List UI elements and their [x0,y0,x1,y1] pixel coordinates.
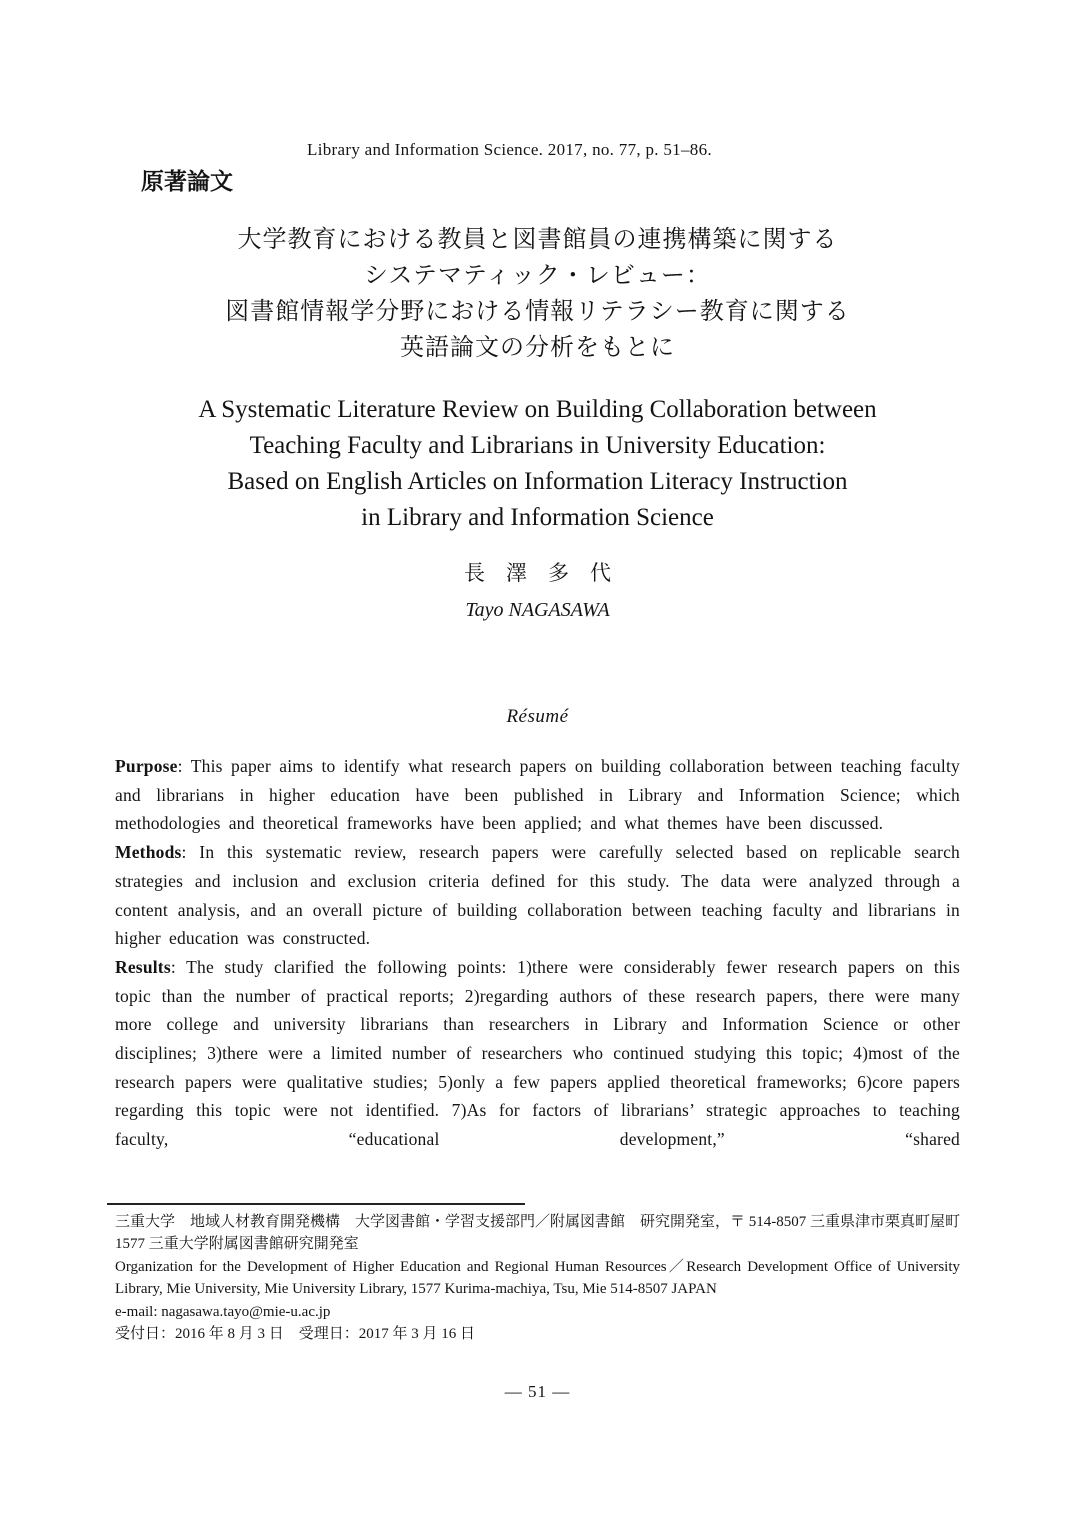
received-accepted-dates: 受付日：2016 年 8 月 3 日 受理日：2017 年 3 月 16 日 [115,1326,476,1343]
abstract-paragraph-purpose [115,752,960,838]
page-number: — 51 — [504,1382,571,1401]
purpose-text: : This paper aims to identify what research papers on building collaboration between teaching faculty and librarians in higher education have been published in Library and Information Science; which methodologies and theoretical frameworks have been applied; and what themes have been discussed. [115,756,960,834]
abstract-paragraph-methods [115,838,960,953]
affiliation-japanese: 三重大学 地域人材教育開発機構 大学図書館・学習支援部門／附属図書館 研究開発室，〒 514-8507 三重県津市栗真町屋町 1577 三重大学附属図書館研究開発室 [115,1214,961,1253]
results-label: Results [115,956,171,977]
abstract-paragraph-results [115,953,960,1154]
title-japanese [0,222,1075,366]
title-japanese-line-1: 大学教育における教員と図書館員の連携構築に関する [237,227,838,253]
author-name-romanized: Tayo NAGASAWA [465,599,610,621]
title-japanese-line-3: 図書館情報学分野における情報リテラシー教育に関する [225,299,850,325]
article-type-label: 原著論文 [141,168,233,194]
email-line: e-mail: nagasawa.tayo@mie-u.ac.jp [115,1303,331,1320]
title-english-line-4: in Library and Information Science [361,504,714,531]
methods-label: Methods [115,842,182,863]
author-name-japanese: 長 澤 多 代 [464,561,611,585]
title-english [0,392,1075,536]
purpose-label: Purpose [115,756,178,776]
title-english-line-2: Teaching Faculty and Librarians in University Education: [249,432,826,459]
title-english-line-1: A Systematic Literature Review on Building Collaboration between [198,396,877,423]
abstract-heading: Résumé [506,706,569,727]
results-text: : The study clarified the following points: 1)there were considerably fewer research papers on this topic than the number of practical reports; 2)regarding authors of these research papers, there were many more college and university librarians than researchers in Library and Information Science or other disciplines; 3)there were a limited number of researchers who continued studying this topic; 4)most of the research papers were qualitative studies; 5)only a few papers applied theoretical frameworks; 6)core papers regarding this topic were not identified. 7)As for factors of librarians’ strategic approaches to teaching faculty, “educational development,” “shared [115,956,960,1150]
methods-text: : In this systematic review, research papers were carefully selected based on replicable search strategies and inclusion and exclusion criteria defined for this study. The data were analyzed through a content analysis, and an overall picture of building collaboration between teaching faculty and librarians in higher education was constructed. [115,842,960,949]
footnote-block [115,1203,960,1345]
affiliation-english: Organization for the Development of Higher Education and Regional Human Resources／Research Development Office of University Library, Mie University, Mie University Library, 1577 Kurima-machiya, Tsu, Mie 514-8507 JAPAN [115,1258,960,1298]
title-japanese-line-2: システマティック・レビュー： [364,263,711,289]
title-japanese-line-4: 英語論文の分析をもとに [400,335,675,361]
footnote-divider [107,1203,525,1205]
journal-citation: Library and Information Science. 2017, no. 77, p. 51–86. [307,140,712,159]
abstract-section [115,752,960,1154]
title-english-line-3: Based on English Articles on Information Literacy Instruction [227,468,848,495]
